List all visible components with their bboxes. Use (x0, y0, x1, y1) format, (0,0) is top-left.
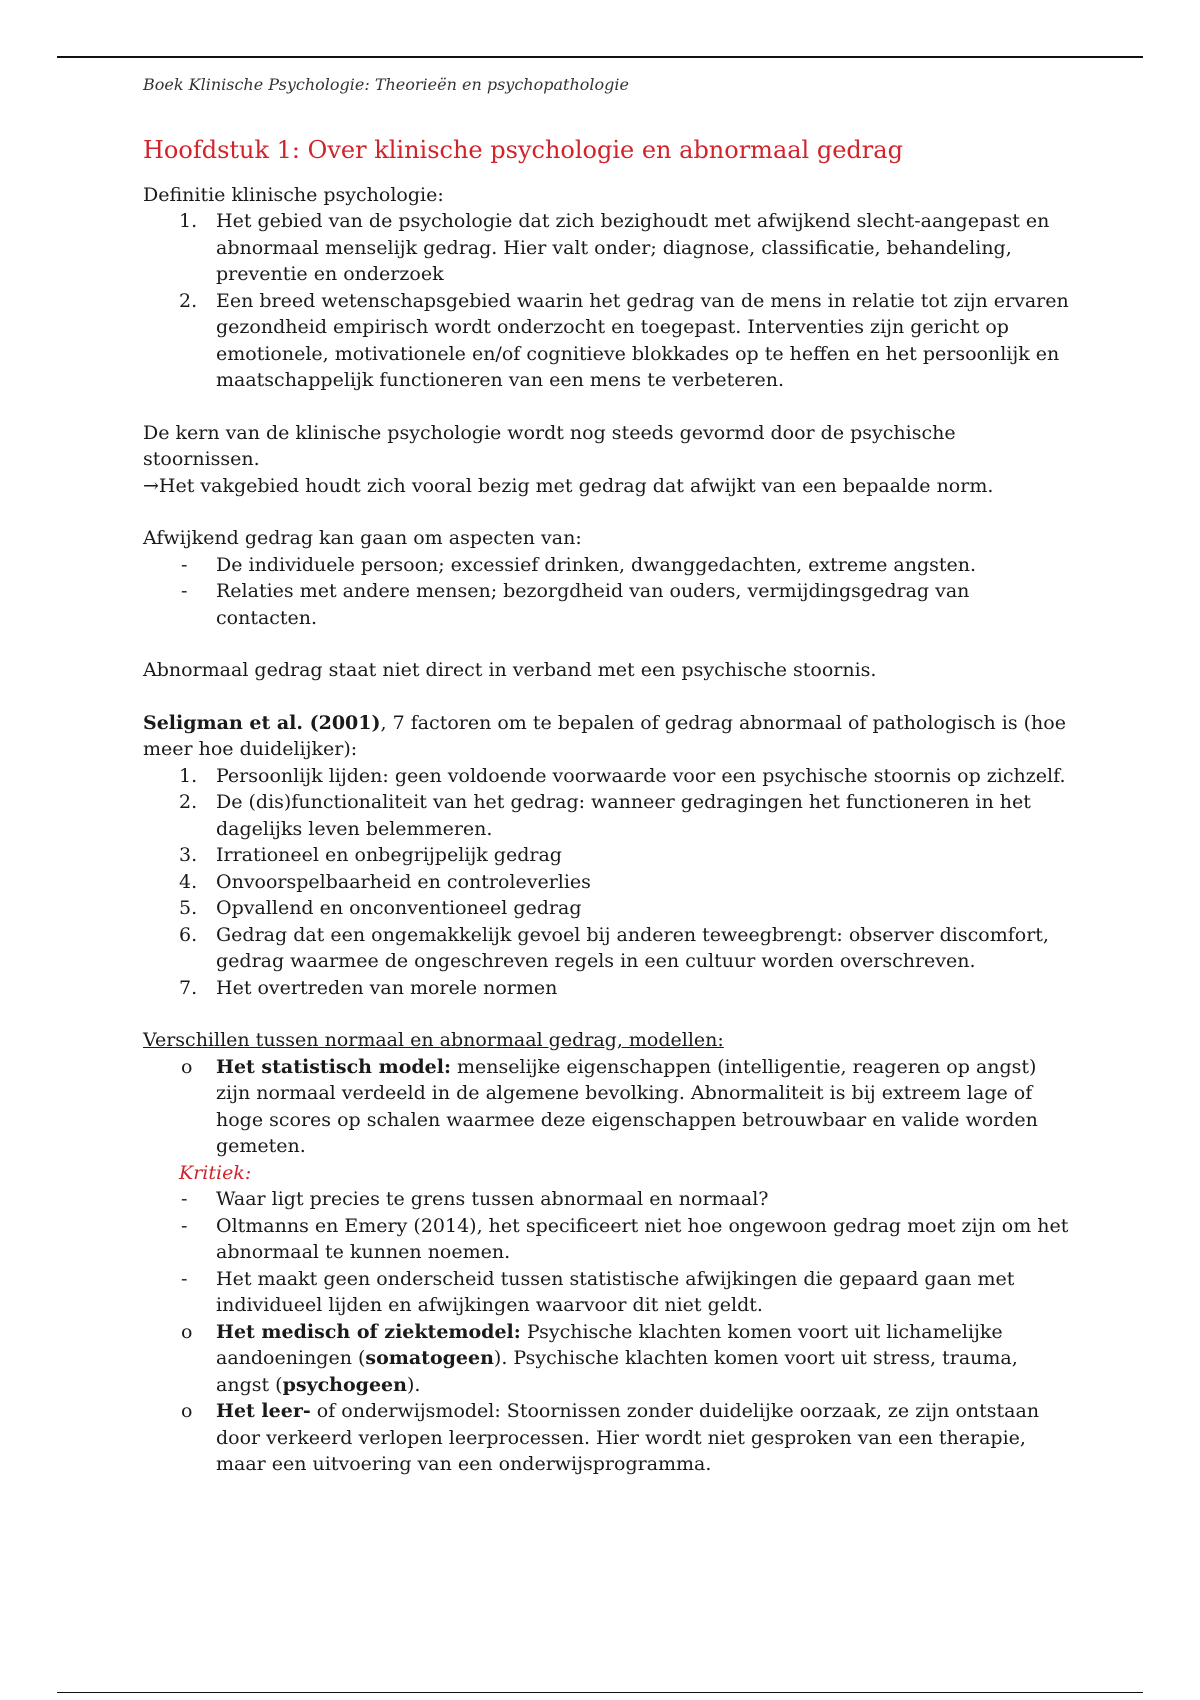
list-item (143, 1398, 1073, 1478)
running-title: Boek Klinische Psychologie: Theorieën en psychopathologie (143, 75, 629, 94)
medical-model-text: Psychische klachten komen voort uit lichamelijke aandoeningen ( (216, 1320, 1003, 1369)
list-item (143, 578, 1073, 631)
medical-model-title: Het medisch of ziektemodel: (216, 1320, 521, 1343)
list-item (143, 975, 1073, 1002)
kritiek-list (143, 1186, 1073, 1319)
medical-model-text-2: ). Psychische klachten komen voort uit stress, trauma, angst ( (216, 1347, 1018, 1396)
dash-bullet: - (181, 1188, 188, 1210)
list-item (143, 1186, 1073, 1213)
dash-bullet: - (181, 1267, 188, 1290)
statistical-model-text: menselijke eigenschappen (intelligentie, reageren op angst) zijn normaal verdeeld in de algemene bevolking. Abnormaliteit is bij extreem lage of hoge scores op schalen waarmee deze eigenschappen betrouwbaar en valide worden gemeten. (216, 1055, 1038, 1157)
seligman-list (143, 763, 1073, 1002)
list-number: 5. (179, 897, 198, 919)
dash-bullet: - (181, 553, 188, 576)
list-item-text: Het overtreden van morele normen (216, 976, 558, 999)
document-page (143, 64, 1073, 1478)
somatogeen-term: somatogeen (365, 1347, 494, 1369)
models-list (143, 1054, 1073, 1160)
list-item (143, 208, 1073, 288)
list-number: 4. (179, 870, 198, 893)
statistical-model-title: Het statistisch model: (216, 1055, 451, 1078)
definition-list (143, 208, 1073, 394)
list-number: 1. (179, 210, 198, 232)
header-rule (57, 56, 1143, 58)
list-item (143, 1266, 1073, 1319)
list-item-text: De individuele persoon; excessief drinken, dwanggedachten, extreme angsten. (216, 553, 977, 576)
core-line-1: De kern van de klinische psychologie wordt nog steeds gevormd door de psychische stoornissen. (143, 421, 956, 470)
footer-rule (57, 1692, 1143, 1693)
list-item-text: Opvallend en onconventioneel gedrag (216, 897, 582, 919)
models-list-continued (143, 1319, 1073, 1478)
list-number: 3. (179, 844, 198, 866)
learning-model-text: of onderwijsmodel: Stoornissen zonder duidelijke oorzaak, ze zijn ontstaan door verkeerd verlopen leerprocessen. Hier wordt niet gesproken van een therapie, maar een uitvoering van een onderwijsprogramma. (216, 1400, 1040, 1475)
list-item (143, 552, 1073, 579)
list-item-text: Een breed wetenschapsgebied waarin het gedrag van de mens in relatie tot zijn ervaren gezondheid empirisch wordt onderzocht en toegepast. Interventies zijn gericht op emotionele, motivationele en/of cognitieve blokkades op te heffen en het persoonlijk en maatschappelijk functioneren van een mens te verbeteren. (216, 289, 1069, 391)
list-number: 2. (179, 289, 198, 312)
list-number: 2. (179, 791, 198, 813)
list-item-text: Irrationeel en onbegrijpelijk gedrag (216, 844, 562, 866)
list-item-text: Oltmanns en Emery (2014), het specificeert niet hoe ongewoon gedrag moet zijn om het abnormaal te kunnen noemen. (216, 1214, 1069, 1263)
definition-intro: Definitie klinische psychologie: (143, 183, 444, 206)
circle-bullet: o (181, 1320, 193, 1343)
circle-bullet: o (181, 1055, 193, 1078)
aspects-list (143, 552, 1073, 632)
seligman-intro (143, 710, 1073, 763)
aspects-intro: Afwijkend gedrag kan gaan om aspecten van: (143, 527, 582, 549)
list-item (143, 869, 1073, 896)
seligman-citation: Seligman et al. (2001) (143, 711, 381, 734)
list-item (143, 922, 1073, 975)
list-item-text: Relaties met andere mensen; bezorgdheid van ouders, vermijdingsgedrag van contacten. (216, 580, 970, 629)
list-item-text: De (dis)functionaliteit van het gedrag: wanneer gedragingen het functioneren in het dagelijks leven belemmeren. (216, 791, 1031, 840)
list-item (143, 763, 1073, 790)
list-item (143, 842, 1073, 869)
list-item (143, 789, 1073, 842)
list-item (143, 895, 1073, 922)
list-number: 6. (179, 923, 198, 946)
kritiek-label: Kritiek: (179, 1161, 252, 1184)
list-item-text: Gedrag dat een ongemakkelijk gevoel bij anderen teweegbrengt: observer discomfort, gedrag waarmee de ongeschreven regels in een cultuur worden overschreven. (216, 923, 1049, 972)
dash-bullet: - (181, 580, 188, 602)
list-item-text: Persoonlijk lijden: geen voldoende voorwaarde voor een psychische stoornis op zichzelf. (216, 764, 1066, 787)
list-item (143, 1319, 1073, 1399)
list-item-text: Waar ligt precies te grens tussen abnormaal en normaal? (216, 1188, 769, 1210)
list-number: 1. (179, 764, 198, 787)
circle-bullet: o (181, 1400, 193, 1422)
list-item-text: Onvoorspelbaarheid en controleverlies (216, 870, 591, 893)
list-item (143, 1054, 1073, 1160)
chapter-title: Hoofdstuk 1: Over klinische psychologie en abnormaal gedrag (143, 135, 903, 164)
core-line-2: →Het vakgebied houdt zich vooral bezig met gedrag dat afwijkt van een bepaalde norm. (143, 474, 994, 497)
models-heading: Verschillen tussen normaal en abnormaal gedrag, modellen: (143, 1029, 724, 1051)
abnormal-note: Abnormaal gedrag staat niet direct in verband met een psychische stoornis. (143, 659, 877, 681)
list-item-text: Het gebied van de psychologie dat zich bezighoudt met afwijkend slecht-aangepast en abnormaal menselijk gedrag. Hier valt onder; diagnose, classificatie, behandeling, preventie en onderzoek (216, 210, 1050, 285)
list-item (143, 288, 1073, 394)
list-item-text: Het maakt geen onderscheid tussen statistische afwijkingen die gepaard gaan met individueel lijden en afwijkingen waarvoor dit niet geldt. (216, 1267, 1015, 1316)
list-number: 7. (179, 976, 198, 999)
learning-model-title: Het leer- (216, 1400, 311, 1422)
dash-bullet: - (181, 1214, 188, 1237)
medical-model-text-3: ). (406, 1373, 421, 1396)
psychogeen-term: psychogeen (282, 1373, 407, 1396)
list-item (143, 1213, 1073, 1266)
seligman-text: , 7 factoren om te bepalen of gedrag abnormaal of pathologisch is (hoe meer hoe duidelijker): (143, 711, 1066, 760)
